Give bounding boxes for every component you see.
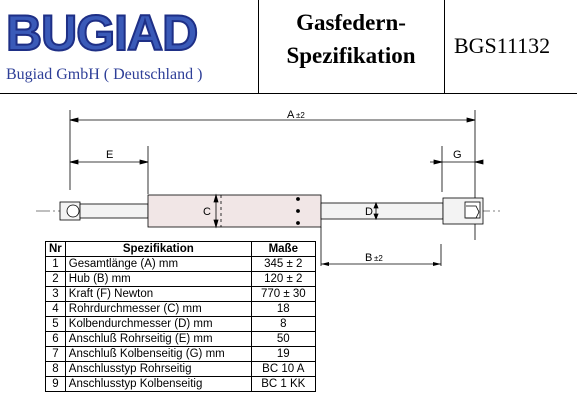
- title-box: [258, 0, 445, 93]
- part-number: BGS11132: [454, 33, 551, 58]
- row-spec: Kolbendurchmesser (D) mm: [65, 317, 251, 332]
- table-row: [46, 302, 316, 317]
- table-row: [46, 287, 316, 302]
- row-value: BC 10 A: [251, 362, 315, 377]
- row-nr: 5: [46, 317, 66, 332]
- row-spec: Anschlusstyp Kolbenseitig: [65, 377, 251, 392]
- row-value: 770 ± 30: [251, 287, 315, 302]
- tube-end-fitting: [60, 202, 148, 220]
- row-value: 120 ± 2: [251, 272, 315, 287]
- table-row: [46, 362, 316, 377]
- row-value: 345 ± 2: [251, 257, 315, 272]
- row-spec: Kraft (F) Newton: [65, 287, 251, 302]
- table-header-row: [46, 242, 316, 257]
- dimension-d-label: D: [365, 206, 373, 218]
- row-value: BC 1 KK: [251, 377, 315, 392]
- dimension-e-label: E: [106, 149, 114, 161]
- table-row: [46, 257, 316, 272]
- header-spec: Spezifikation: [65, 242, 251, 257]
- dimension-g-label: G: [453, 149, 462, 161]
- dimension-a-tolerance: ±2: [296, 111, 305, 120]
- logo-box: [0, 0, 259, 93]
- row-nr: 3: [46, 287, 66, 302]
- row-value: 18: [251, 302, 315, 317]
- table-row: [46, 332, 316, 347]
- row-value: 19: [251, 347, 315, 362]
- row-nr: 2: [46, 272, 66, 287]
- dimension-b-label: B: [365, 252, 373, 264]
- title-line-1: Gasfedern-: [296, 10, 406, 35]
- company-name: Bugiad GmbH ( Deutschland ): [6, 66, 203, 83]
- row-spec: Hub (B) mm: [65, 272, 251, 287]
- table-row: [46, 377, 316, 392]
- row-spec: Anschluß Kolbenseitig (G) mm: [65, 347, 251, 362]
- rod-end-fitting: [443, 198, 483, 224]
- row-nr: 6: [46, 332, 66, 347]
- cylinder-tube: [148, 195, 321, 227]
- brand-logo: BUGIAD: [6, 5, 198, 61]
- row-spec: Rohrdurchmesser (C) mm: [65, 302, 251, 317]
- row-value: 8: [251, 317, 315, 332]
- row-nr: 7: [46, 347, 66, 362]
- row-nr: 4: [46, 302, 66, 317]
- table-row: [46, 347, 316, 362]
- header-value: Maße: [251, 242, 315, 257]
- row-nr: 1: [46, 257, 66, 272]
- header-nr: Nr: [46, 242, 66, 257]
- gas-spring-drawing: [0, 94, 577, 244]
- table-row: [46, 272, 316, 287]
- piston-rod: [321, 203, 443, 219]
- header: [0, 0, 577, 93]
- row-nr: 8: [46, 362, 66, 377]
- row-value: 50: [251, 332, 315, 347]
- part-number-box: [444, 0, 577, 93]
- dimension-a-label: A: [287, 109, 295, 121]
- row-spec: Anschluß Rohrseitig (E) mm: [65, 332, 251, 347]
- row-spec: Anschlusstyp Rohrseitig: [65, 362, 251, 377]
- dimension-b: [321, 227, 441, 244]
- table-row: [46, 317, 316, 332]
- row-nr: 9: [46, 377, 66, 392]
- title-line-2: Spezifikation: [286, 43, 416, 68]
- dimension-b-tolerance: ±2: [374, 254, 383, 263]
- specification-table: [45, 241, 316, 392]
- dimension-c-label: C: [203, 206, 211, 218]
- row-spec: Gesamtlänge (A) mm: [65, 257, 251, 272]
